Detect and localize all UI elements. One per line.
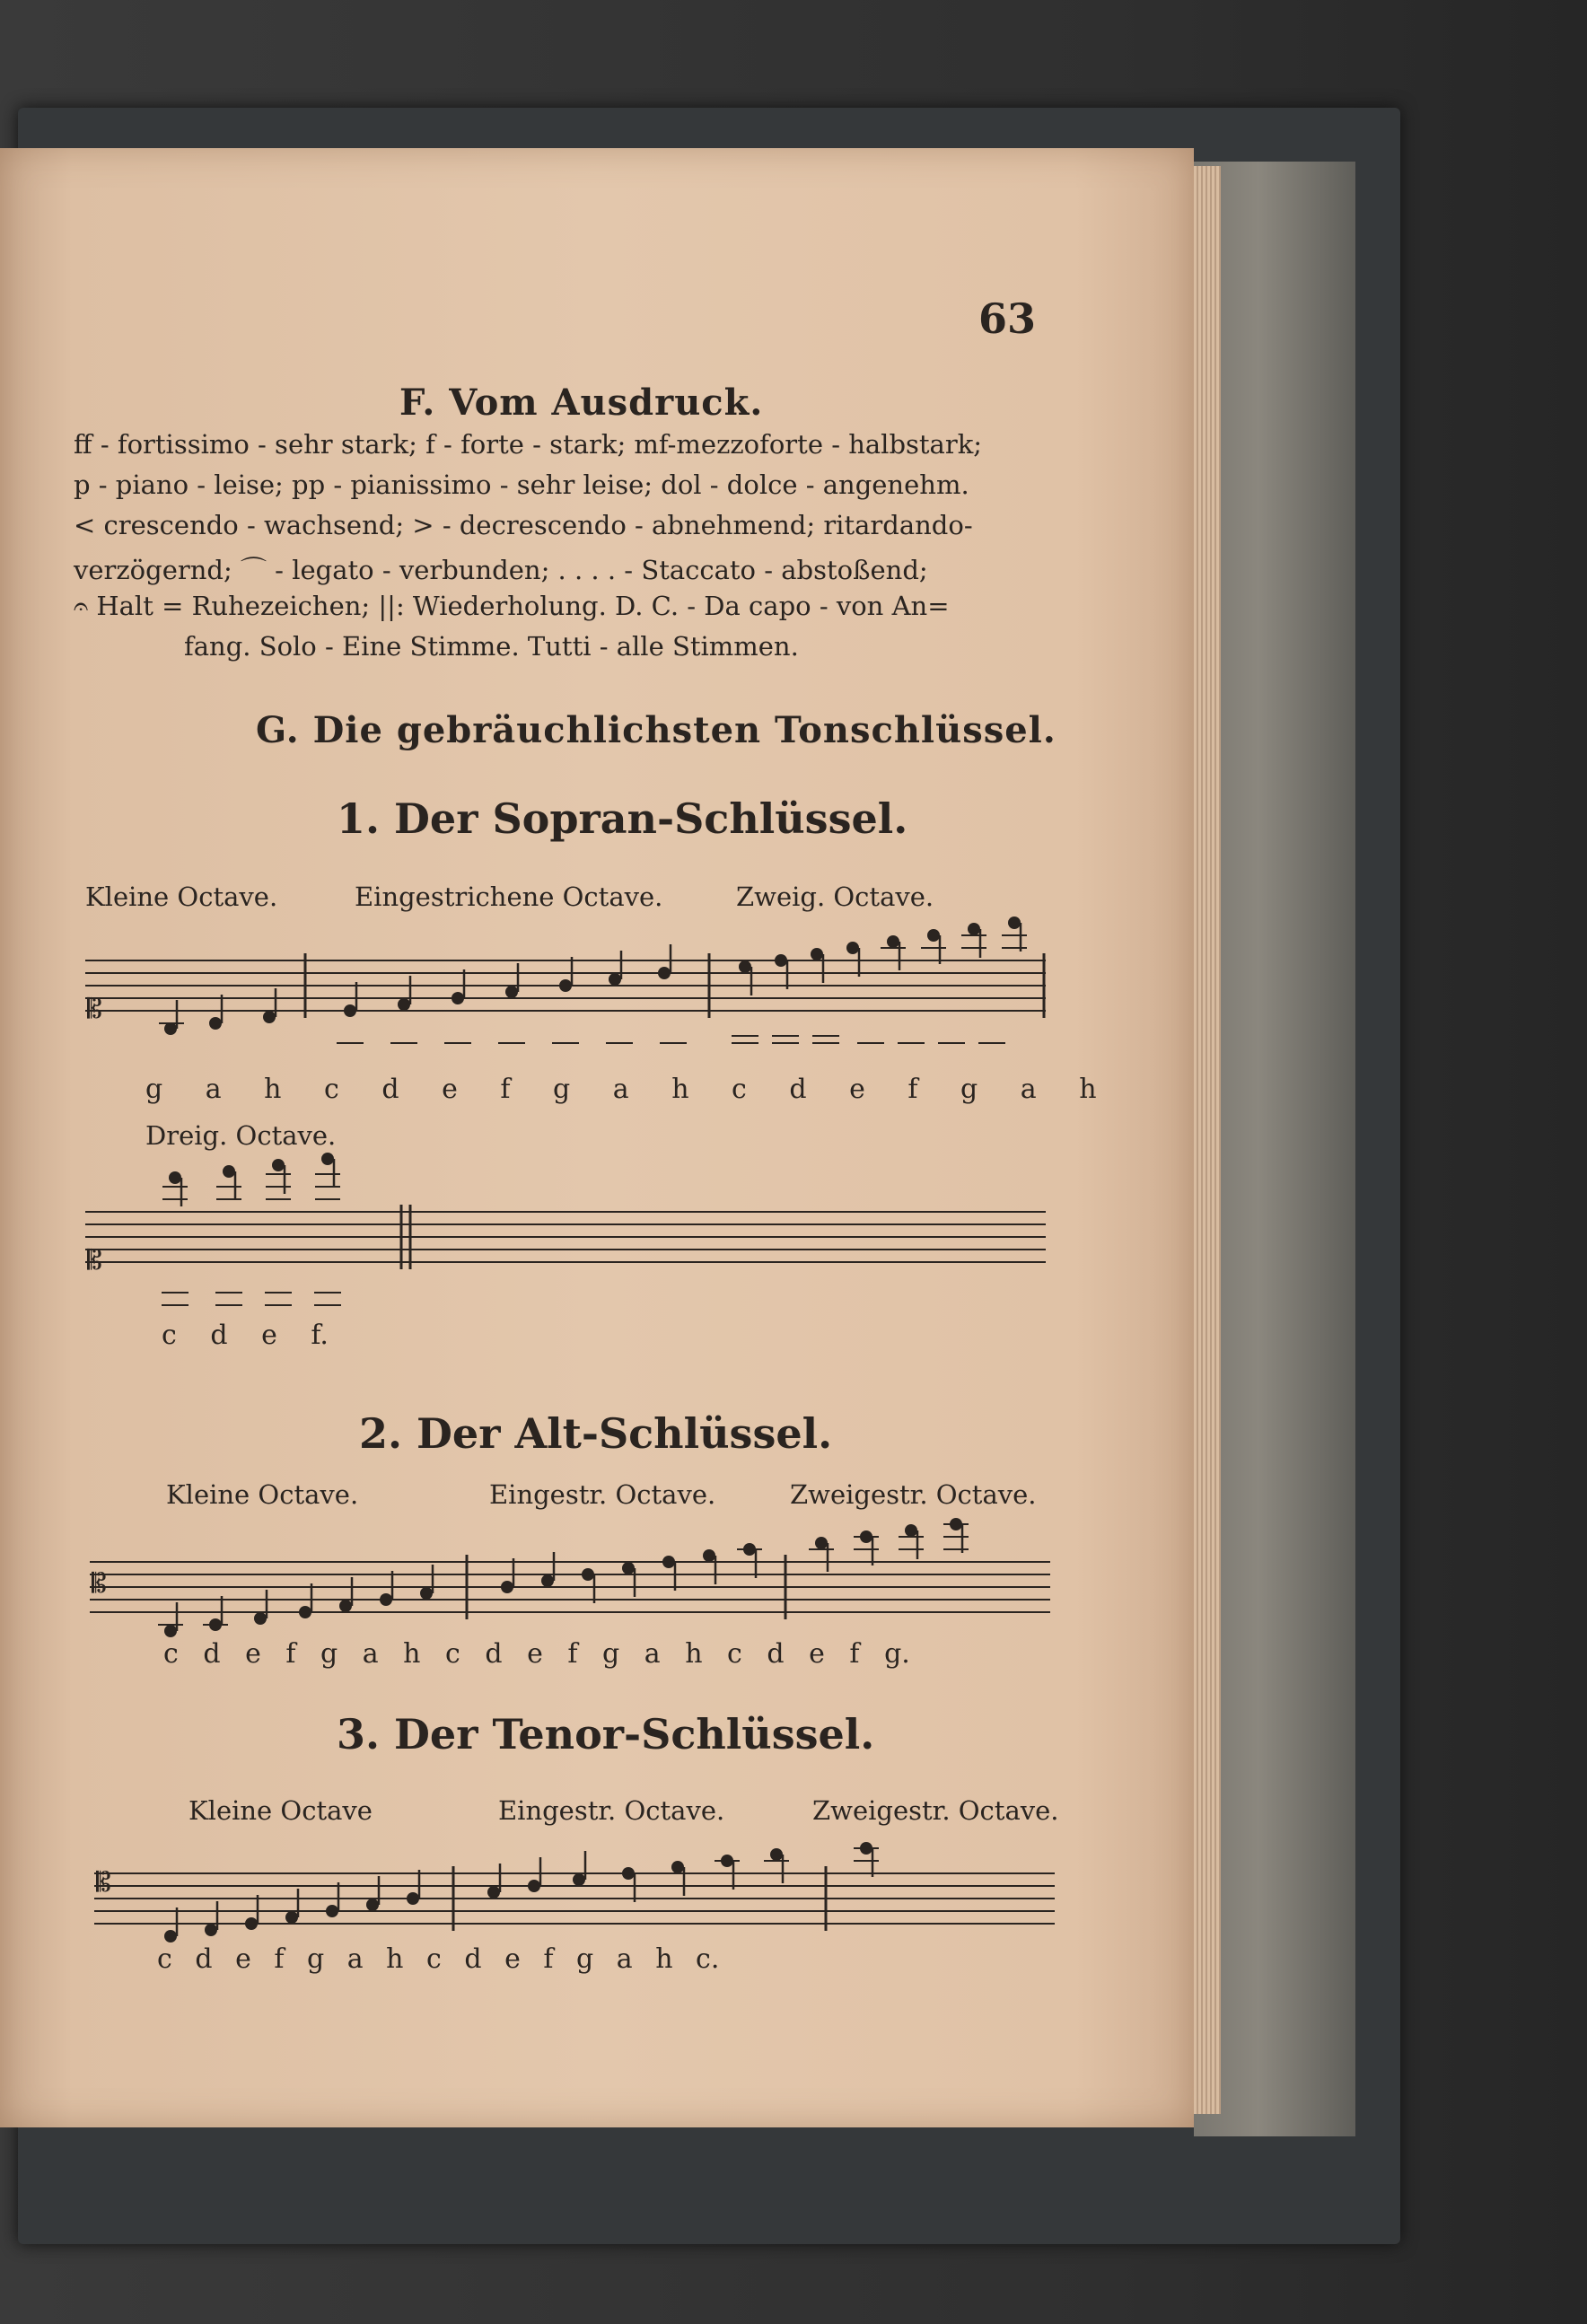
- sopran-label-three: Dreig. Octave.: [145, 1120, 337, 1151]
- text-line-3: < crescendo - wachsend; > - decrescendo - abnehmend; ritardando-: [74, 510, 973, 540]
- sopran-staff-2: [85, 1158, 1055, 1337]
- alt-staff: [90, 1517, 1059, 1652]
- section-g-heading: G. Die gebräuchlichsten Tonschlüssel.: [256, 709, 1057, 751]
- tenor-label-one: Eingestr. Octave.: [498, 1795, 725, 1826]
- sopran-staff-1: [85, 916, 1055, 1068]
- sopran-label-two: Zweig. Octave.: [736, 881, 934, 912]
- svg-text:𝄡: 𝄡: [92, 1568, 107, 1600]
- tenor-note-names: c d e f g a h c d e f g a h c.: [157, 1943, 720, 1975]
- sopran-label-small: Kleine Octave.: [85, 881, 278, 912]
- text-line-2: p - piano - leise; pp - pianissimo - sehr leise; dol - dolce - angenehm.: [74, 469, 969, 500]
- alt-title: 2. Der Alt-Schlüssel.: [359, 1409, 833, 1458]
- sopran-title: 1. Der Sopran-Schlüssel.: [337, 794, 908, 843]
- svg-text:𝄡: 𝄡: [96, 1867, 111, 1899]
- text-line-6: fang. Solo - Eine Stimme. Tutti - alle Stimmen.: [184, 631, 799, 662]
- alt-note-names: c d e f g a h c d e f g a h c d e f g.: [163, 1638, 910, 1670]
- section-f-heading: F. Vom Ausdruck.: [399, 381, 764, 424]
- tenor-label-small: Kleine Octave: [189, 1795, 373, 1826]
- text-line-4: verzögernd; ⌒ - legato - verbunden; . . . . - Staccato - abstoßend;: [74, 555, 928, 585]
- sopran-label-one: Eingestrichene Octave.: [355, 881, 663, 912]
- svg-text:𝄡: 𝄡: [87, 994, 102, 1025]
- page-number: 63: [978, 294, 1037, 343]
- alt-label-one: Eingestr. Octave.: [489, 1479, 716, 1510]
- tenor-label-two: Zweigestr. Octave.: [812, 1795, 1059, 1826]
- alt-label-two: Zweigestr. Octave.: [790, 1479, 1037, 1510]
- sopran-note-names-2: c d e f.: [162, 1320, 329, 1351]
- text-line-5: 𝄐 Halt = Ruhezeichen; ||: Wiederholung. D. C. - Da capo - von An=: [74, 591, 950, 621]
- svg-text:𝄡: 𝄡: [87, 1245, 102, 1276]
- alt-label-small: Kleine Octave.: [166, 1479, 359, 1510]
- sopran-note-names: g a h c d e f g a h c d e f g a h: [145, 1074, 1097, 1105]
- tenor-title: 3. Der Tenor-Schlüssel.: [337, 1710, 875, 1758]
- text-line-1: ff - fortissimo - sehr stark; f - forte - stark; mf-mezzoforte - halbstark;: [74, 429, 983, 460]
